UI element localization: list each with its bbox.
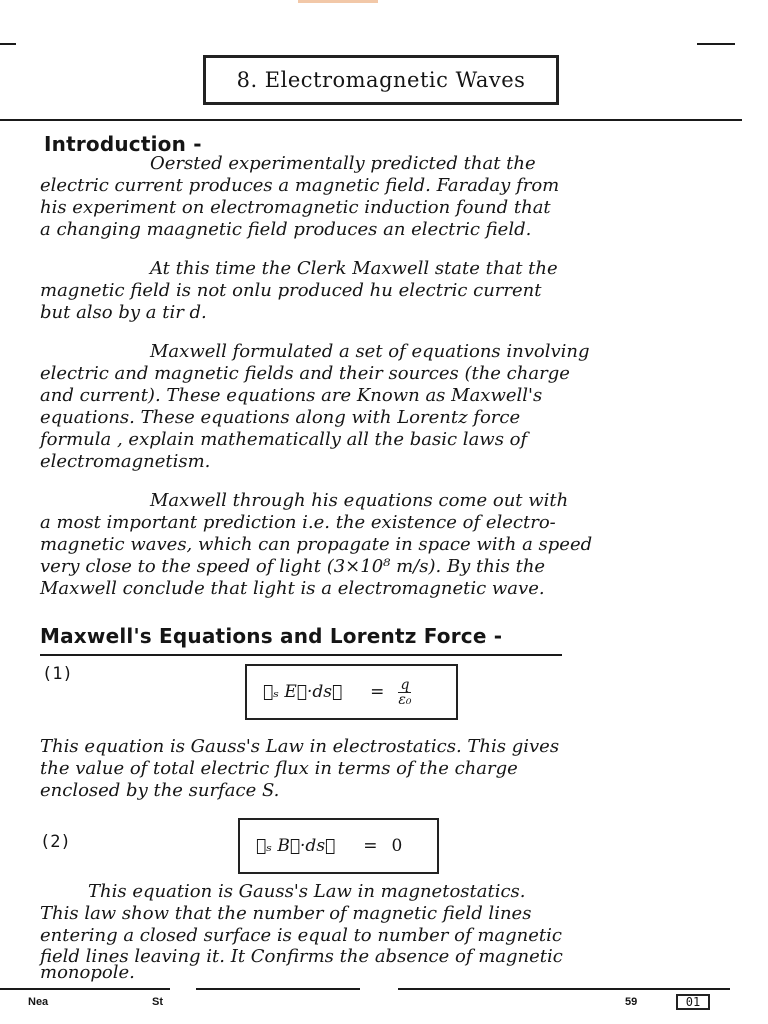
maxwell-heading-underline xyxy=(40,654,562,656)
header-rule-left xyxy=(0,43,16,45)
intro-p3-line: and current). These equations are Known as Maxwell's xyxy=(40,385,543,406)
footer-rule-middle xyxy=(196,988,360,990)
equation-1-lhs: ∮ₛ E⃗·ds⃗ xyxy=(263,682,343,702)
equation-2-lhs: ∮ₛ B⃗·ds⃗ xyxy=(256,836,336,856)
intro-p2-line: At this time the Clerk Maxwell state that the xyxy=(150,258,558,279)
equation-2-rhs: 0 xyxy=(391,836,403,856)
equation-2-text-line: This law show that the number of magnetic field lines xyxy=(40,903,532,924)
intro-heading: Introduction - xyxy=(44,132,202,156)
intro-p4-line: a most important prediction i.e. the existence of electro- xyxy=(40,512,556,533)
page-number: 01 xyxy=(685,995,701,1009)
footer-left-text-2: St xyxy=(152,996,163,1008)
page-number-box xyxy=(676,994,710,1010)
chapter-title-box xyxy=(203,55,559,105)
equation-1-rhs-fraction xyxy=(398,678,411,707)
equation-2-label: (2) xyxy=(40,832,71,852)
intro-p3-line: equations. These equations along with Lorentz force xyxy=(40,407,521,428)
intro-p4-line: Maxwell conclude that light is a electromagnetic wave. xyxy=(40,578,545,599)
equation-2-text-line: entering a closed surface is equal to number of magnetic xyxy=(40,925,562,946)
equation-1-text-line: enclosed by the surface S. xyxy=(40,780,280,801)
intro-p1-line: a changing maagnetic field produces an electric field. xyxy=(40,219,532,240)
intro-p3-line: formula , explain mathematically all the basic laws of xyxy=(40,429,528,450)
chapter-title: 8. Electromagnetic Waves xyxy=(236,68,526,92)
intro-p1-line: electric current produces a magnetic field. Faraday from xyxy=(40,175,560,196)
equation-2-text-line: This equation is Gauss's Law in magnetostatics. xyxy=(88,881,526,902)
footer-rule-left xyxy=(0,988,170,990)
title-underline-rule xyxy=(0,119,742,121)
equation-1-text-line: the value of total electric flux in terms of the charge xyxy=(40,758,518,779)
intro-p1-line: Oersted experimentally predicted that the xyxy=(150,153,536,174)
equation-1-denominator: ε₀ xyxy=(398,691,412,708)
intro-p4-line: very close to the speed of light (3×10⁸ m/s). By this the xyxy=(40,556,546,577)
intro-p4-line: Maxwell through his equations come out with xyxy=(150,490,569,511)
intro-p1-line: his experiment on electromagnetic induction found that xyxy=(40,197,551,218)
intro-p3-line: Maxwell formulated a set of equations involving xyxy=(150,341,590,362)
equation-1-numerator: q xyxy=(400,676,410,693)
equation-2-box xyxy=(238,818,439,874)
intro-p4-line: magnetic waves, which can propagate in space with a speed xyxy=(40,534,593,555)
equation-2-equals: = xyxy=(363,836,378,856)
footer-middle-text: 59 xyxy=(625,996,638,1008)
equation-2-text-line: field lines leaving it. It Confirms the absence of magnetic xyxy=(40,946,563,967)
equation-1-text-line: This equation is Gauss's Law in electrostatics. This gives xyxy=(40,736,560,757)
header-rule-right xyxy=(697,43,735,45)
top-accent-bar xyxy=(298,0,378,3)
footer-left-text: Nea xyxy=(28,996,49,1008)
footer-rule-right xyxy=(398,988,730,990)
equation-1-box xyxy=(245,664,458,720)
intro-p3-line: electromagnetism. xyxy=(40,451,211,472)
equation-2-text-line: monopole. xyxy=(40,962,135,983)
equation-1-label: (1) xyxy=(42,664,73,684)
maxwell-section-heading: Maxwell's Equations and Lorentz Force - xyxy=(40,624,503,648)
intro-p2-line: magnetic field is not onlu produced hu electric current xyxy=(40,280,542,301)
intro-p3-line: electric and magnetic fields and their sources (the charge xyxy=(40,363,570,384)
equation-1-equals: = xyxy=(370,682,385,702)
intro-p2-line: but also by a tir d. xyxy=(40,302,207,323)
